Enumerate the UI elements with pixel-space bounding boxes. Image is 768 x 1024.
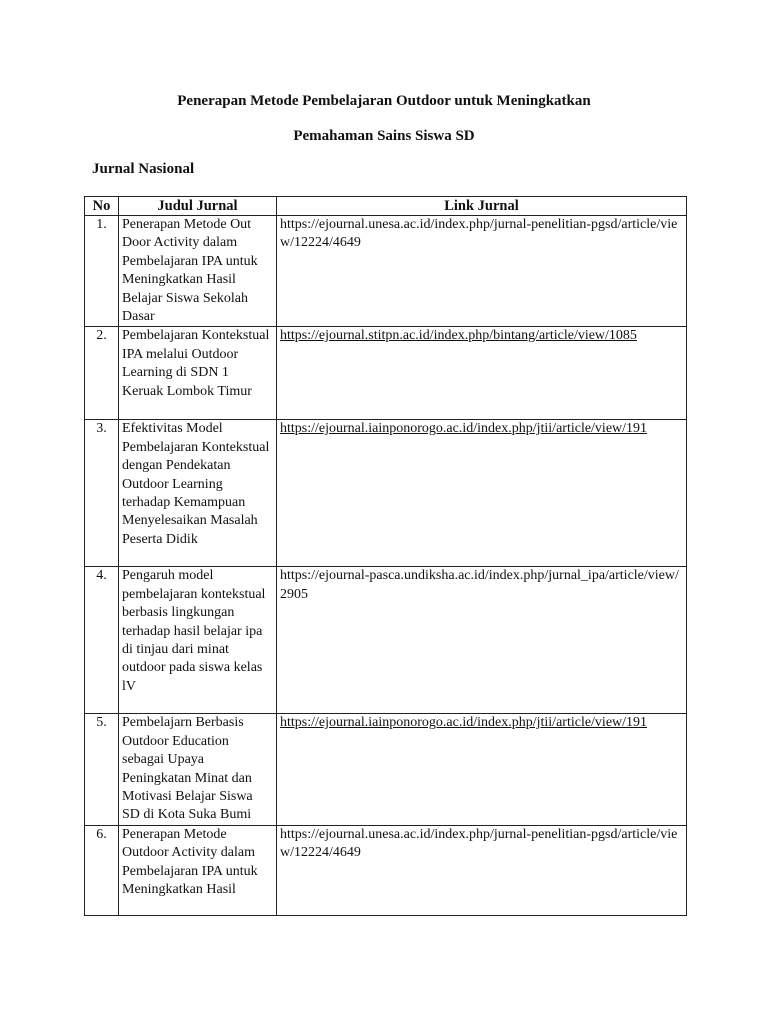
table-row [85, 825, 687, 915]
journal-title: Pembelajaran Kontekstual IPA melalui Outdoor Learning di SDN 1 Keruak Lombok Timur [119, 327, 277, 420]
row-number: 6. [85, 825, 119, 915]
journal-link[interactable]: https://ejournal.unesa.ac.id/index.php/jurnal-penelitian-pgsd/article/view/12224/4649 [277, 216, 687, 327]
table-row [85, 714, 687, 825]
document-title-line-2: Pemahaman Sains Siswa SD [293, 128, 475, 144]
header-no: No [85, 197, 119, 216]
table-row [85, 216, 687, 327]
row-number: 3. [85, 420, 119, 567]
journal-title: Penerapan Metode Outdoor Activity dalam Pembelajaran IPA untuk Meningkatkan Hasil [119, 825, 277, 915]
journal-link[interactable]: https://ejournal.unesa.ac.id/index.php/jurnal-penelitian-pgsd/article/view/12224/4649 [277, 825, 687, 915]
table-row [85, 327, 687, 420]
row-number: 2. [85, 327, 119, 420]
journal-table [84, 196, 687, 916]
journal-link[interactable]: https://ejournal.iainponorogo.ac.id/index.php/jtii/article/view/191 [277, 714, 687, 825]
header-journal-link: Link Jurnal [277, 197, 687, 216]
journal-title: Efektivitas Model Pembelajaran Kontekstual dengan Pendekatan Outdoor Learning terhadap Kemampuan Menyelesaikan Masalah Peserta Didik [119, 420, 277, 567]
journal-link[interactable]: https://ejournal.stitpn.ac.id/index.php/bintang/article/view/1085 [277, 327, 687, 420]
row-number: 1. [85, 216, 119, 327]
journal-link[interactable]: https://ejournal-pasca.undiksha.ac.id/index.php/jurnal_ipa/article/view/2905 [277, 567, 687, 714]
document-title-line-1: Penerapan Metode Pembelajaran Outdoor untuk Meningkatkan [177, 93, 591, 109]
row-number: 5. [85, 714, 119, 825]
table-row [85, 420, 687, 567]
journal-title: Penerapan Metode Out Door Activity dalam Pembelajaran IPA untuk Meningkatkan Hasil Belajar Siswa Sekolah Dasar [119, 216, 277, 327]
header-journal-title: Judul Jurnal [119, 197, 277, 216]
table-row [85, 567, 687, 714]
journal-title: Pengaruh model pembelajaran kontekstual berbasis lingkungan terhadap hasil belajar ipa di tinjau dari minat outdoor pada siswa kelas lV [119, 567, 277, 714]
journal-link[interactable]: https://ejournal.iainponorogo.ac.id/index.php/jtii/article/view/191 [277, 420, 687, 567]
section-heading: Jurnal Nasional [92, 161, 195, 177]
row-number: 4. [85, 567, 119, 714]
table-header-row [85, 197, 687, 216]
journal-title: Pembelajarn Berbasis Outdoor Education sebagai Upaya Peningkatan Minat dan Motivasi Belajar Siswa SD di Kota Suka Bumi [119, 714, 277, 825]
